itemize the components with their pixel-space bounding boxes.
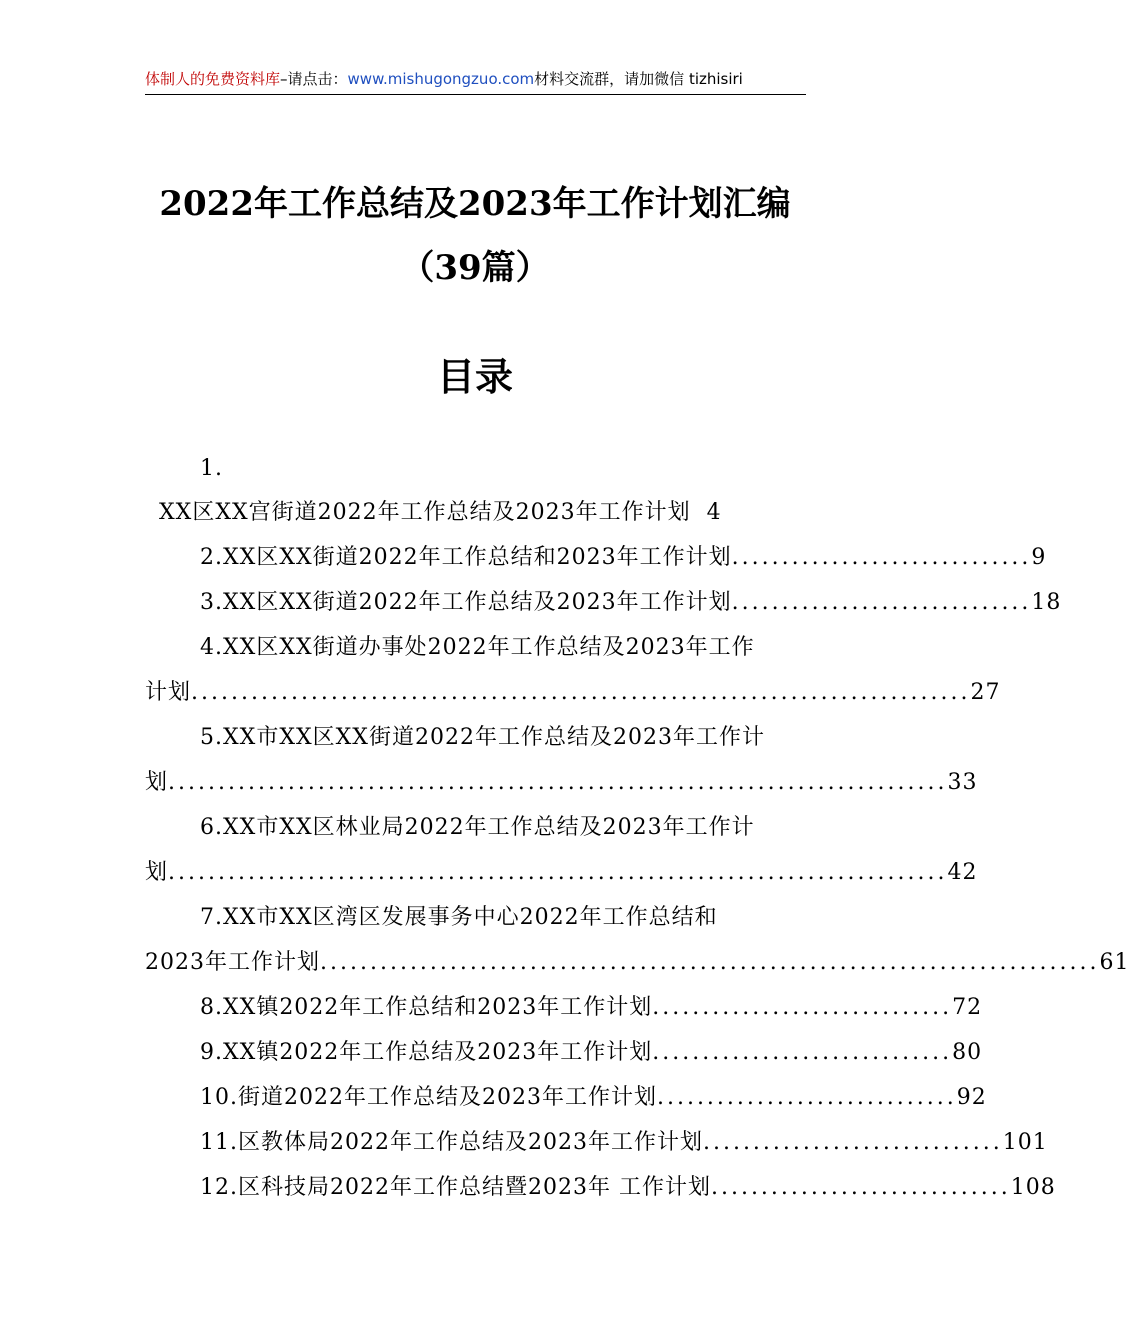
toc-leader: .............................................................................. (320, 950, 1100, 975)
toc-item-4[interactable] (145, 676, 1001, 710)
toc-item-page: 92 (956, 1085, 987, 1110)
toc-item-7[interactable] (145, 946, 1129, 980)
toc-item-title: 划 (145, 770, 169, 795)
toc-item-title: 10.街道2022年工作总结及2023年工作计划 (200, 1085, 657, 1110)
toc-item-title: 11.区教体局2022年工作总结及2023年工作计划 (200, 1130, 703, 1155)
toc-leader: .............................. (652, 1040, 953, 1065)
toc-leader: .............................. (652, 995, 953, 1020)
document-title: 2022年工作总结及2023年工作计划汇编 (159, 184, 791, 224)
toc-item-page: 80 (952, 1040, 983, 1065)
toc-item-9[interactable] (145, 1036, 983, 1070)
click-prompt: –请点击： (280, 70, 348, 88)
toc-item-5-title-line[interactable]: 5.XX市XX区XX街道2022年工作总结及2023年工作计 (200, 725, 765, 750)
toc-item-title: 2023年工作计划 (145, 950, 320, 975)
site-url-link[interactable]: www.mishugongzuo.com (347, 70, 535, 88)
toc-item-page: 18 (1031, 590, 1062, 615)
toc-item-page: 42 (947, 860, 978, 885)
toc-item-11[interactable] (145, 1126, 1048, 1160)
toc-leader: .............................. (731, 545, 1032, 570)
toc-item-page: 9 (1031, 545, 1047, 570)
toc-item-title: 8.XX镇2022年工作总结和2023年工作计划 (200, 995, 653, 1020)
toc-item-1[interactable] (145, 496, 806, 530)
toc-item-page: 61 (1099, 950, 1129, 975)
site-name: 体制人的免费资料库 (145, 70, 281, 88)
toc-heading: 目录 (436, 354, 513, 399)
table-of-contents (145, 452, 1129, 1212)
wechat-note: 材料交流群，请加微信 tizhisiri (534, 70, 743, 88)
toc-item-page: 33 (947, 770, 978, 795)
toc-item-8[interactable] (145, 991, 983, 1025)
toc-leader: .............................................................................. (191, 680, 971, 705)
toc-leader: .............................. (702, 1130, 1003, 1155)
toc-item-1-number[interactable]: 1. (200, 456, 223, 481)
toc-item-title: 12.区科技局2022年工作总结暨2023年 工作计划 (200, 1175, 711, 1200)
toc-item-title: 计划 (145, 680, 192, 705)
toc-item-page: 27 (970, 680, 1001, 705)
toc-item-page: 101 (1002, 1130, 1048, 1155)
toc-item-10[interactable] (145, 1081, 987, 1115)
header-divider (145, 94, 806, 95)
toc-leader: .............................. (731, 590, 1032, 615)
toc-item-page: 72 (952, 995, 983, 1020)
toc-item-title: XX区XX宫街道2022年工作总结及2023年工作计划 (159, 500, 691, 525)
toc-item-4-title-line[interactable]: 4.XX区XX街道办事处2022年工作总结及2023年工作 (200, 635, 755, 660)
toc-item-6-title-line[interactable]: 6.XX市XX区林业局2022年工作总结及2023年工作计 (200, 815, 755, 840)
toc-item-3[interactable] (145, 586, 1062, 620)
toc-item-page: 108 (1010, 1175, 1056, 1200)
toc-leader: .............................. (656, 1085, 957, 1110)
toc-item-12[interactable] (145, 1171, 1056, 1205)
toc-item-title: 2.XX区XX街道2022年工作总结和2023年工作计划 (200, 545, 732, 570)
toc-item-page: 4 (706, 500, 722, 525)
toc-item-title: 3.XX区XX街道2022年工作总结及2023年工作计划 (200, 590, 732, 615)
document-subtitle: （39篇） (400, 248, 550, 288)
toc-item-6[interactable] (145, 856, 978, 890)
toc-item-5[interactable] (145, 766, 978, 800)
toc-item-7-title-line[interactable]: 7.XX市XX区湾区发展事务中心2022年工作总结和 (200, 905, 718, 930)
toc-leader: .............................................................................. (168, 770, 948, 795)
toc-item-title: 划 (145, 860, 169, 885)
toc-item-title: 9.XX镇2022年工作总结及2023年工作计划 (200, 1040, 653, 1065)
toc-leader: .............................. (710, 1175, 1011, 1200)
site-header (145, 68, 806, 94)
toc-item-2[interactable] (145, 541, 1047, 575)
toc-leader: .............................................................................. (168, 860, 948, 885)
